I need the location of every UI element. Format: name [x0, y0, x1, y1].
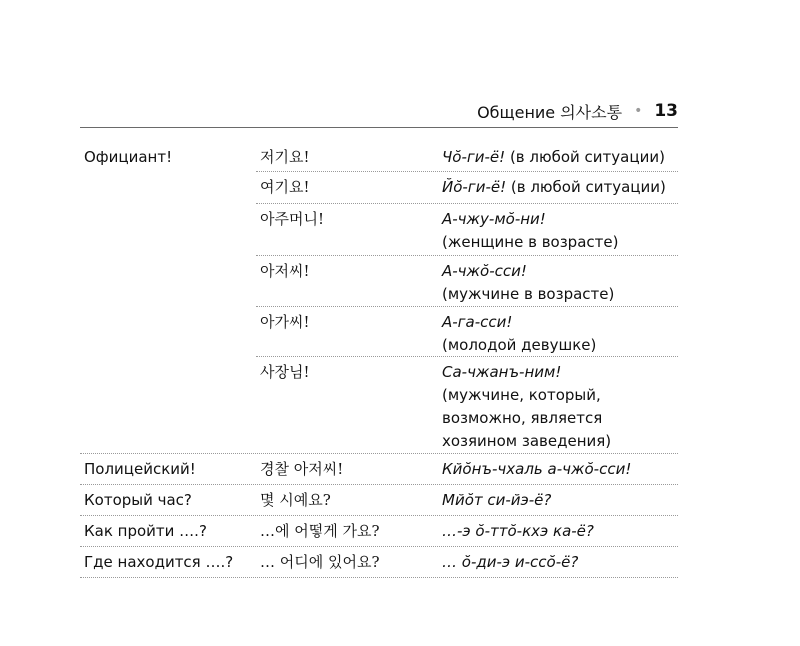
- transcription-note: (в любой ситуации): [505, 148, 665, 166]
- phrase-transcription: [442, 520, 678, 543]
- phrase-transcription: [442, 311, 678, 357]
- phrase-korean: …에 어떻게 가요?: [260, 522, 380, 540]
- phrase-transcription: [442, 551, 678, 574]
- table-row: [80, 547, 678, 578]
- transcription-text: Са-чжанъ-ним!: [442, 363, 562, 381]
- header-rule: [80, 127, 678, 128]
- phrase-russian: Официант!: [84, 148, 173, 166]
- transcription-note: (молодой девушке): [442, 336, 597, 354]
- transcription-note: (женщине в возрасте): [442, 233, 619, 251]
- phrase-russian: Где находится ….?: [84, 553, 234, 571]
- phrase-russian: Который час?: [84, 491, 192, 509]
- phrase-table: [80, 142, 678, 578]
- phrase-russian: Как пройти ….?: [84, 522, 207, 540]
- phrase-korean: 아주머니!: [260, 210, 324, 228]
- transcription-text: Чŏ-ги-ё!: [442, 148, 506, 166]
- phrase-transcription: [442, 208, 678, 254]
- table-row: [80, 172, 678, 204]
- transcription-text: …-э ŏ-ттŏ-кхэ ка-ё?: [442, 522, 594, 540]
- table-row: [80, 307, 678, 357]
- transcription-text: А-га-сси!: [442, 313, 513, 331]
- transcription-text: Йŏ-ги-ё!: [442, 178, 507, 196]
- table-row: [80, 256, 678, 307]
- phrase-russian: Полицейский!: [84, 460, 196, 478]
- phrase-transcription: [442, 361, 678, 453]
- page-number: 13: [654, 101, 678, 121]
- header-bullet-icon: •: [634, 103, 643, 119]
- table-row: [80, 142, 678, 172]
- transcription-text: А-чжу-мŏ-ни!: [442, 210, 546, 228]
- phrase-korean: 여기요!: [260, 178, 310, 196]
- table-row: [80, 357, 678, 454]
- phrase-transcription: [442, 489, 678, 512]
- transcription-note: (в любой ситуации): [506, 178, 666, 196]
- phrase-transcription: [442, 458, 678, 481]
- running-header: [80, 96, 678, 126]
- phrase-korean: 저기요!: [260, 148, 310, 166]
- phrase-korean: 아가씨!: [260, 313, 310, 331]
- phrase-transcription: [442, 260, 678, 306]
- phrase-korean: 몇 시예요?: [260, 491, 331, 509]
- phrase-korean: 사장님!: [260, 363, 310, 381]
- phrase-korean: … 어디에 있어요?: [260, 553, 380, 571]
- phrase-transcription: [442, 146, 678, 169]
- transcription-note: (мужчине в возрасте): [442, 285, 615, 303]
- transcription-text: … ŏ-ди-э и-ссŏ-ё?: [442, 553, 579, 571]
- table-row: [80, 454, 678, 485]
- table-row: [80, 485, 678, 516]
- transcription-note: (мужчине, который, возможно, является хозяином заведения): [442, 386, 612, 450]
- table-row: [80, 204, 678, 256]
- header-title: Общение 의사소통: [477, 102, 623, 122]
- phrase-transcription: [442, 176, 678, 199]
- transcription-text: Мйŏт си-йэ-ё?: [442, 491, 552, 509]
- transcription-text: Кйŏнъ-чхаль а-чжŏ-сси!: [442, 460, 632, 478]
- table-row: [80, 516, 678, 547]
- phrase-korean: 경찰 아저씨!: [260, 460, 344, 478]
- phrase-korean: 아저씨!: [260, 262, 310, 280]
- transcription-text: А-чжŏ-сси!: [442, 262, 527, 280]
